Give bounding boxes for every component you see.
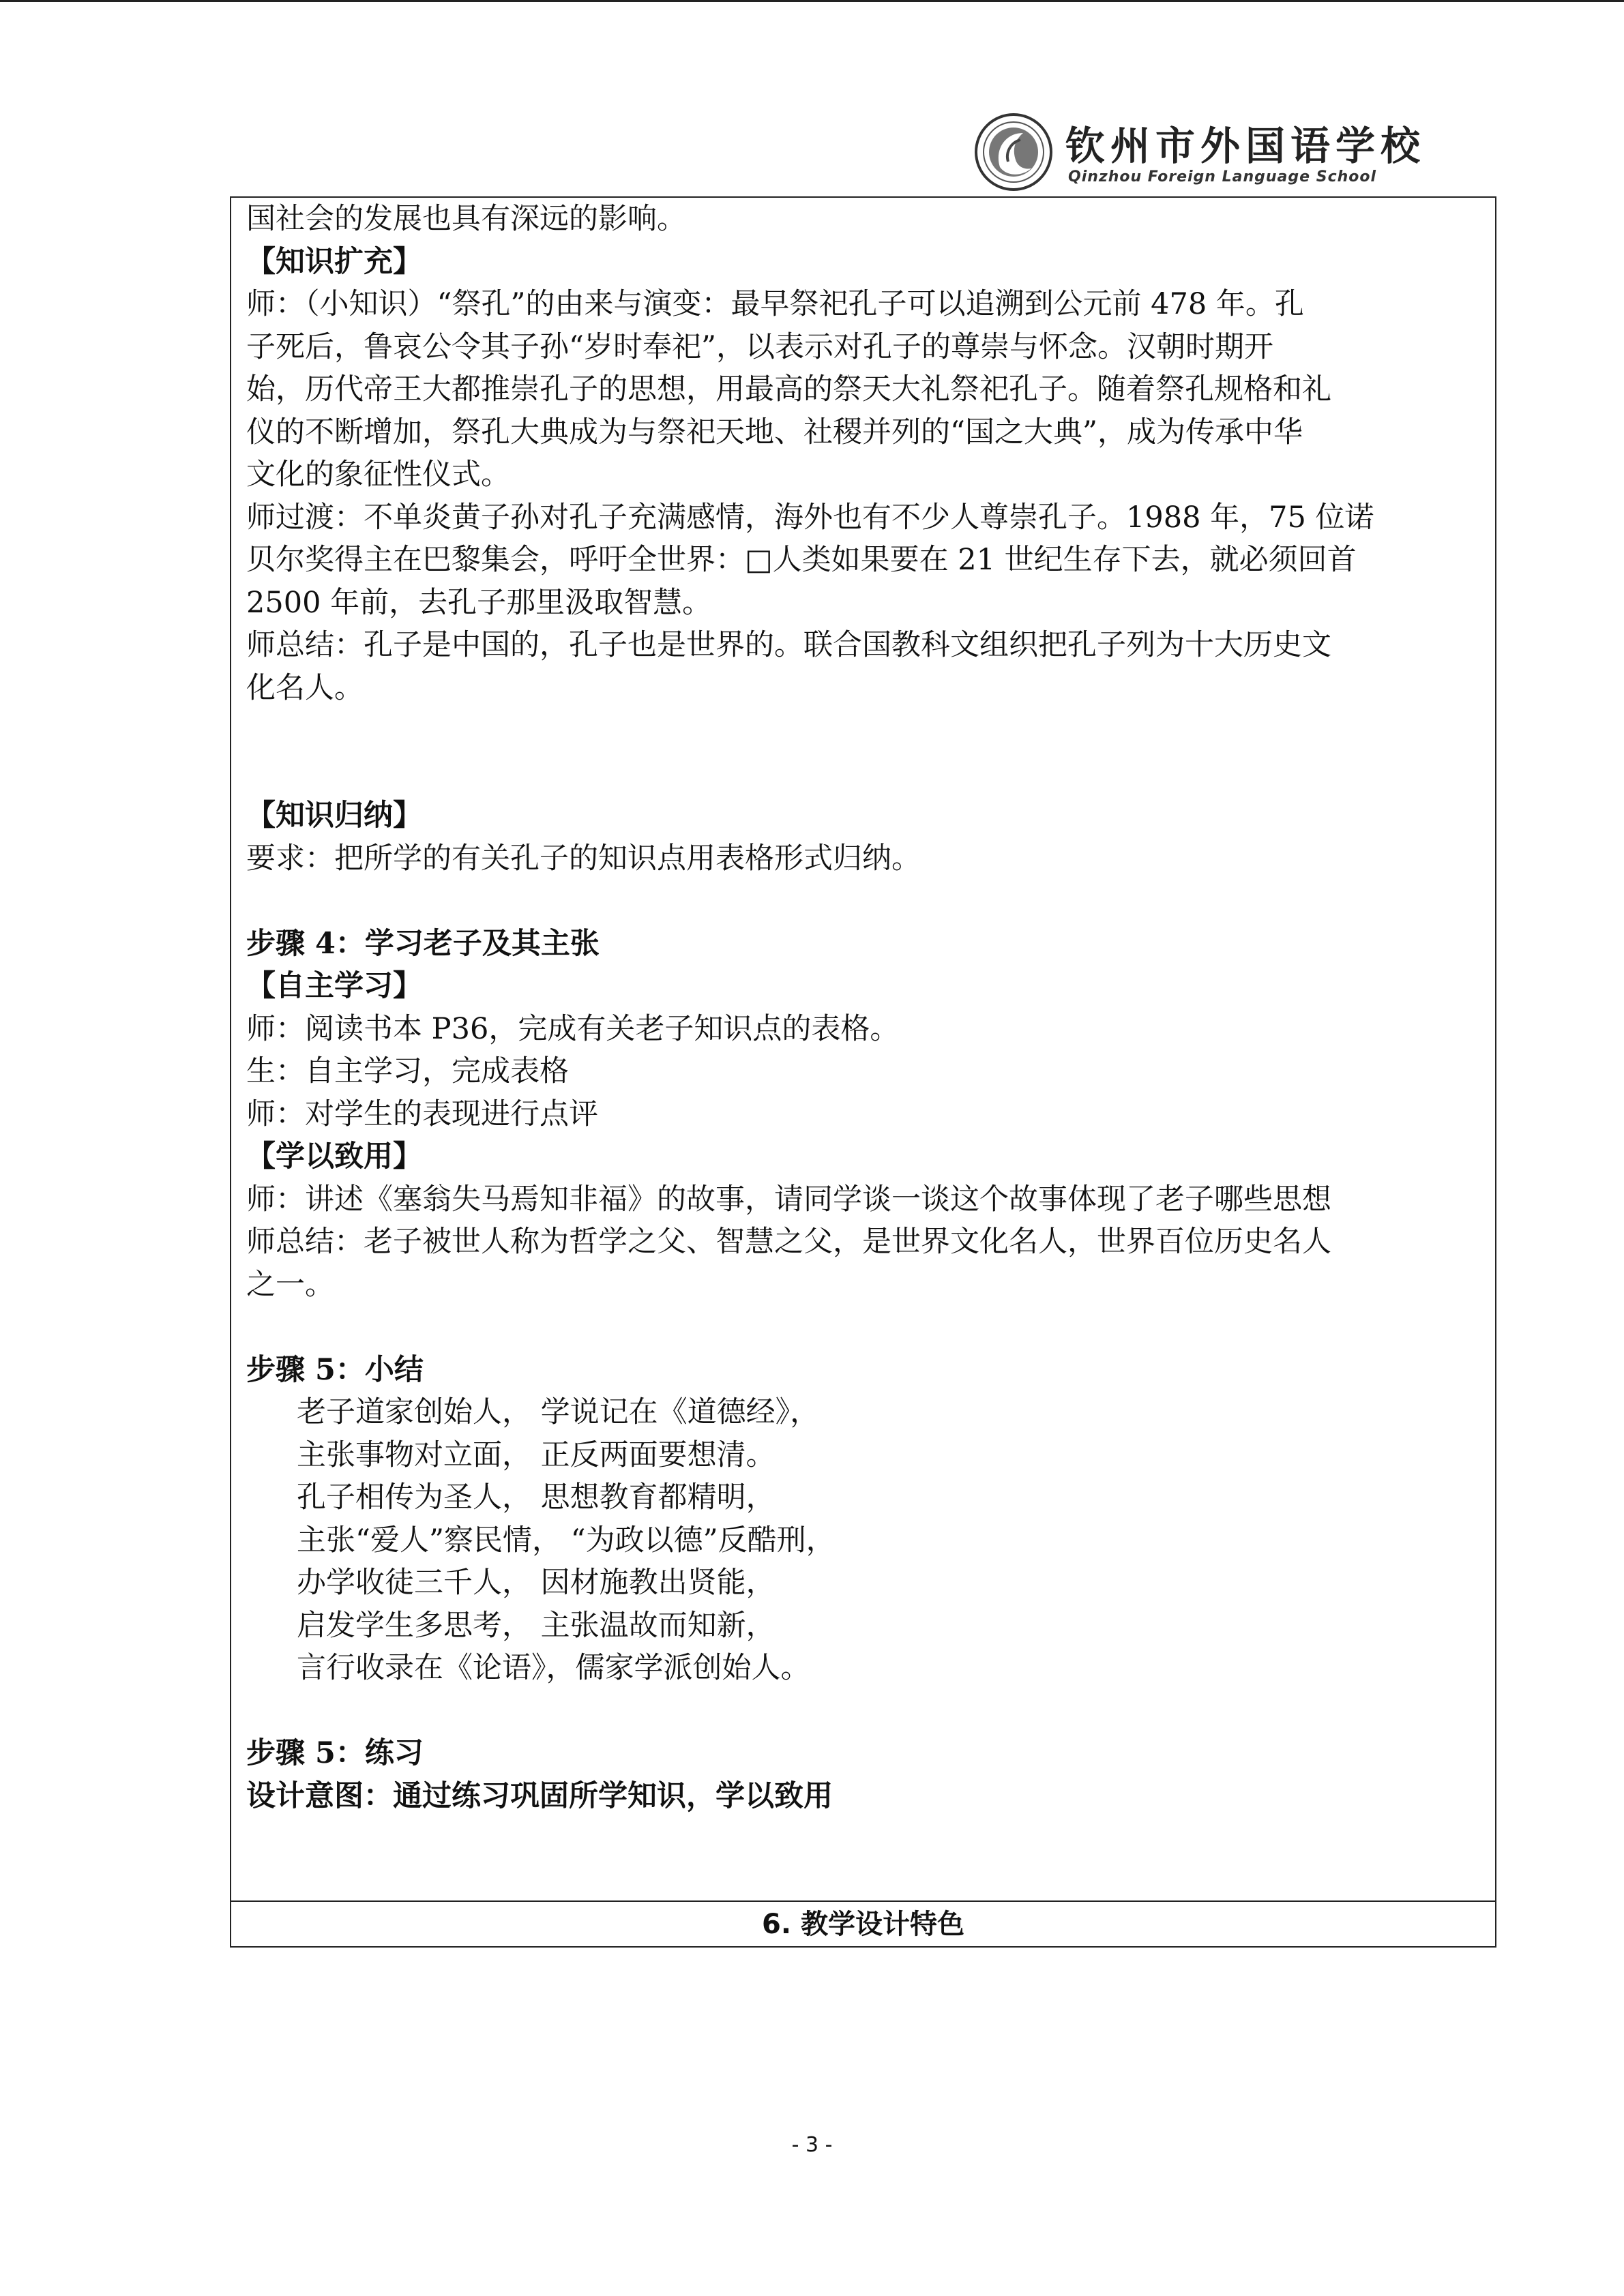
text-line: 师：（小知识）“祭孔”的由来与演变：最早祭祀孔子可以追溯到公元前 478 年。孔 <box>246 287 1304 321</box>
text-line: 言行收录在《论语》，儒家学派创始人。 <box>297 1651 810 1685</box>
blank-line <box>246 709 1481 752</box>
text-line: 【知识扩充】 <box>246 244 422 279</box>
school-seal-icon <box>974 113 1053 192</box>
blank-line <box>246 1306 1481 1349</box>
blank-line <box>246 752 1481 795</box>
text-line: 办学收徒三千人， 因材施教出贤能， <box>297 1566 776 1600</box>
text-line: 启发学生多思考， 主张温故而知新， <box>297 1608 776 1643</box>
text-line: 设计意图：通过练习巩固所学知识，学以致用 <box>246 1778 833 1813</box>
text-line: 师总结：孔子是中国的，孔子也是世界的。联合国教科文组织把孔子列为十大历史文 <box>246 628 1331 662</box>
text-line: 主张事物对立面， 正反两面要想清。 <box>297 1437 776 1472</box>
school-logo <box>974 113 1426 194</box>
lesson-plan-table <box>230 196 1496 1948</box>
text-line: 步骤 5：小结 <box>246 1352 424 1387</box>
top-border-line <box>0 0 1624 2</box>
text-line: 【知识归纳】 <box>246 799 422 833</box>
text-line: 贝尔奖得主在巴黎集会，呼吁全世界：□人类如果要在 21 世纪生存下去，就必须回首 <box>246 543 1357 577</box>
blank-line <box>246 1690 1481 1733</box>
text-line: 步骤 4：学习老子及其主张 <box>246 926 600 961</box>
section-title-design-features: 6. 教学设计特色 <box>762 1909 964 1940</box>
text-line: 师：讲述《塞翁失马焉知非福》的故事，请同学谈一谈这个故事体现了老子哪些思想 <box>246 1182 1331 1217</box>
blank-line <box>246 880 1481 923</box>
school-name-cn: 钦州市外国语学校 <box>1065 123 1426 169</box>
text-line: 师：对学生的表现进行点评 <box>246 1097 598 1131</box>
text-line: 2500 年前，去孔子那里汲取智慧。 <box>246 585 712 620</box>
text-line: 【自主学习】 <box>246 969 422 1003</box>
lesson-content <box>246 198 1481 1817</box>
text-line: 化名人。 <box>246 670 364 705</box>
text-line: 老子道家创始人， 学说记在《道德经》， <box>297 1395 820 1429</box>
text-line: 师过渡：不单炎黄子孙对孔子充满感情，海外也有不少人尊崇孔子。1988 年，75 位诺 <box>246 500 1374 535</box>
school-name-en: Qinzhou Foreign Language School <box>1068 168 1377 185</box>
text-line: 仪的不断增加，祭孔大典成为与祭祀天地、社稷并列的“国之大典”，成为传承中华 <box>246 415 1303 449</box>
text-line: 要求：把所学的有关孔子的知识点用表格形式归纳。 <box>246 841 921 876</box>
text-line: 国社会的发展也具有深远的影响。 <box>246 202 686 236</box>
text-line: 师：阅读书本 P36，完成有关老子知识点的表格。 <box>246 1011 900 1046</box>
text-line: 主张“爱人”察民情， “为政以德”反酷刑， <box>297 1523 836 1557</box>
text-line: 步骤 5：练习 <box>246 1736 424 1770</box>
text-line: 子死后，鲁哀公令其子孙“岁时奉祀”，以表示对孔子的尊崇与怀念。汉朝时期开 <box>246 329 1273 364</box>
text-line: 【学以致用】 <box>246 1139 422 1174</box>
page-number: - 3 - <box>791 2133 833 2157</box>
text-line: 生：自主学习，完成表格 <box>246 1054 569 1088</box>
text-line: 文化的象征性仪式。 <box>246 458 510 492</box>
text-line: 之一。 <box>246 1267 334 1302</box>
text-line: 师总结：老子被世人称为哲学之父、智慧之父，是世界文化名人，世界百位历史名人 <box>246 1225 1331 1259</box>
text-line: 孔子相传为圣人， 思想教育都精明， <box>297 1480 776 1515</box>
text-line: 始，历代帝王大都推崇孔子的思想，用最高的祭天大礼祭祀孔子。随着祭孔规格和礼 <box>246 372 1331 406</box>
